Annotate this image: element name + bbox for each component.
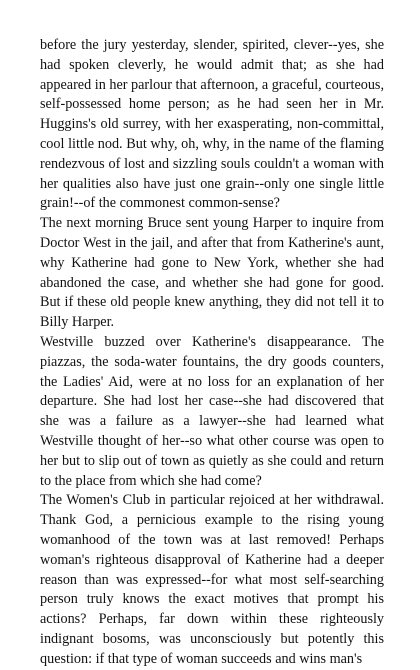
paragraph-womens-club: The Women's Club in particular rejoiced at her withdrawal. Thank God, a pernicious example to the rising young womanhood of the town was at last removed! Perhaps woman's righteous disapproval of Katherine had a deeper reason than was expressed--for what most self-searching person truly knows the exact motives that prompt his actions? Perhaps, far down within these righteously indignant bosoms, was unconsciously but potently this question: if that type of woman succeeds and wins man's — [40, 492, 384, 667]
page-text — [40, 36, 384, 670]
paragraph-continued: before the jury yesterday, slender, spirited, clever--yes, she had spoken cleverly, he would admit that; as she had appeared in her parlour that afternoon, a graceful, courteous, self-possessed home person; as he had seen her in Mr. Huggins's old surrey, with her exasperating, non-committal, cool little nod. But why, oh, why, in the name of the flaming rendezvous of lost and sizzling souls couldn't a woman with her qualities also have just one grain--only one single little grain!--of the commonest common-sense? — [40, 37, 384, 212]
paragraph-bruce-sends-harper: The next morning Bruce sent young Harper to inquire from Doctor West in the jail, and after that from Katherine's aunt, why Katherine had gone to New York, whether she had abandoned the case, and whether she had gone for good. But if these old people knew anything, they did not tell it to Billy Harper. — [40, 215, 384, 331]
paragraph-westville-buzzed: Westville buzzed over Katherine's disappearance. The piazzas, the soda-water fountains, the dry goods counters, the Ladies' Aid, were at no loss for an explanation of her departure. She had lost her case--she had discovered that she was a failure as a lawyer--she had learned what Westville thought of her--so what other course was open to her but to slip out of town as quietly as she could and return to the place from which she had come? — [40, 333, 384, 489]
